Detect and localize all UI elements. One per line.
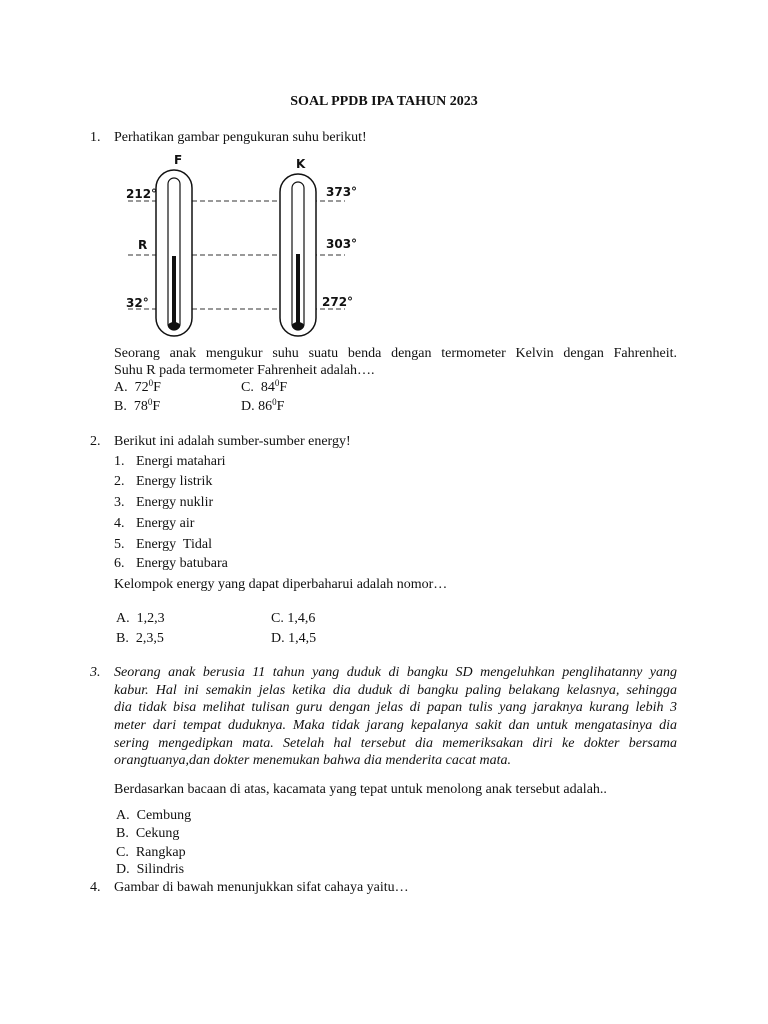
q2-item-2: Energy listrik xyxy=(136,474,213,489)
q2-question: Kelompok energy yang dapat diperbaharui adalah nomor… xyxy=(114,577,448,592)
q3-option-a: A. Cembung xyxy=(116,808,192,823)
q2-item-6: Energy batubara xyxy=(136,556,228,571)
q2-item-4: Energy air xyxy=(136,516,195,531)
label-212: 212° xyxy=(126,187,158,201)
q3-line-1: Seorang anak berusia 11 tahun yang duduk di bangku SD mengeluhkan penglihatanny yang xyxy=(114,665,677,680)
label-303: 303° xyxy=(326,237,358,251)
q2-prompt: Berikut ini adalah sumber-sumber energy! xyxy=(114,434,351,449)
page-title: SOAL PPDB IPA TAHUN 2023 xyxy=(290,94,478,109)
q1-option-b: B. $78^0F$ xyxy=(114,397,161,414)
q3-line-2: kabur. Hal ini semakin jelas ketika dia duduk di bangku paling belakang kelasnya, sehingga xyxy=(114,683,677,698)
q4-prompt: Gambar di bawah menunjukkan sifat cahaya yaitu… xyxy=(114,880,409,895)
fahrenheit-thermometer xyxy=(156,170,192,336)
q2-item-1-number: 1. xyxy=(114,454,125,469)
q2-item-5: Energy Tidal xyxy=(136,537,212,552)
q1-option-c: C. $84^0F$ xyxy=(241,378,288,395)
q3-option-c: C. Rangkap xyxy=(116,845,186,860)
q2-option-c: C. 1,4,6 xyxy=(271,611,316,626)
label-373: 373° xyxy=(326,185,358,199)
q2-number: 2. xyxy=(90,434,101,449)
q3-question: Berdasarkan bacaan di atas, kacamata yang tepat untuk menolong anak tersebut adalah.. xyxy=(114,782,607,797)
q3-line-5: sering mengedipkan mata. Setelah hal tersebut dia memeriksakan diri ke dokter bersama xyxy=(114,736,677,751)
q1-option-d: D. $86^0F$ xyxy=(241,397,285,414)
thermometer-figure xyxy=(120,152,370,342)
q3-option-b: B. Cekung xyxy=(116,826,180,841)
q2-item-6-number: 6. xyxy=(114,556,125,571)
q2-item-3: Energy nuklir xyxy=(136,495,214,510)
q2-item-4-number: 4. xyxy=(114,516,125,531)
q1-option-a: A. $72^0F$ xyxy=(114,378,161,395)
q1-text-line1: Seorang anak mengukur suhu suatu benda dengan termometer Kelvin dengan Fahrenheit. xyxy=(114,346,677,361)
q3-line-4: meter dari tempat duduknya. Maka tidak jarang kepalanya sakit dan untuk mengatasinya dia xyxy=(114,718,677,733)
q1-text-line2: Suhu R pada termometer Fahrenheit adalah…. xyxy=(114,363,375,378)
q3-option-d: D. Silindris xyxy=(116,862,185,877)
label-r: R xyxy=(138,238,148,252)
q3-number: 3. xyxy=(90,665,101,680)
label-272: 272° xyxy=(322,295,354,309)
scale-f-label: F xyxy=(174,153,183,167)
q3-line-6: orangtuanya,dan dokter menemukan bahwa dia menderita cacat mata. xyxy=(114,753,511,768)
q2-item-5-number: 5. xyxy=(114,537,125,552)
kelvin-thermometer xyxy=(280,174,316,336)
q2-item-3-number: 3. xyxy=(114,495,125,510)
q2-option-d: D. 1,4,5 xyxy=(271,631,317,646)
q4-number: 4. xyxy=(90,880,101,895)
q3-line-3: dia tidak bisa melihat tulisan guru dengan jelas di papan tulis yang jaraknya kurang lebih 3 xyxy=(114,700,677,715)
q1-prompt: Perhatikan gambar pengukuran suhu berikut! xyxy=(114,130,367,145)
label-32: 32° xyxy=(126,296,149,310)
q2-item-2-number: 2. xyxy=(114,474,125,489)
q2-item-1: Energi matahari xyxy=(136,454,226,469)
q2-option-a: A. 1,2,3 xyxy=(116,611,165,626)
q1-number: 1. xyxy=(90,130,101,145)
scale-k-label: K xyxy=(296,157,306,171)
q2-option-b: B. 2,3,5 xyxy=(116,631,164,646)
